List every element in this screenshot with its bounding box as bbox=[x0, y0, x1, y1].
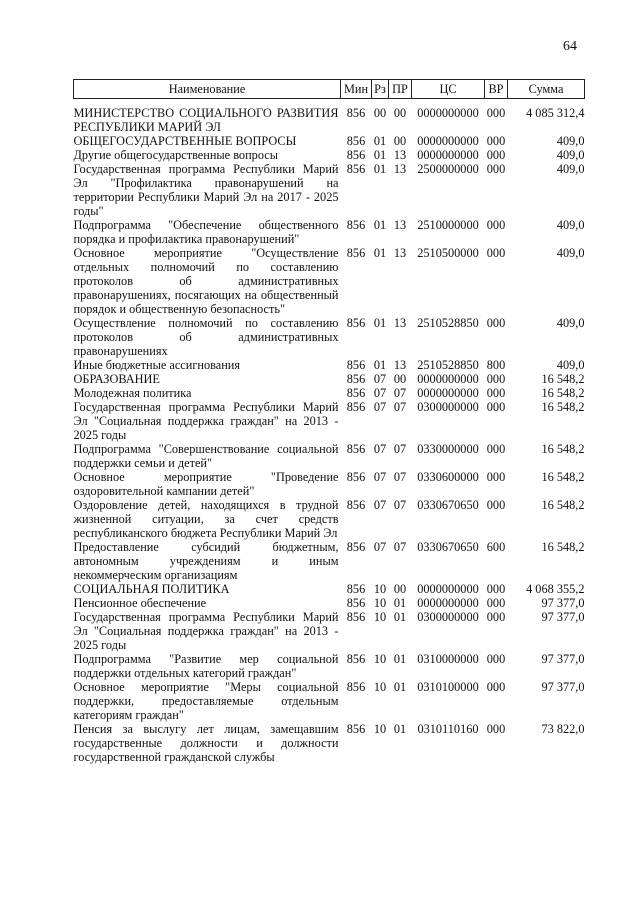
row-rz: 10 bbox=[373, 582, 387, 596]
row-cs: 2510528850 bbox=[417, 358, 479, 372]
row-name: Основное мероприятие "Меры социальной поддержки, предоставляемые отдельным категориям граждан" bbox=[73, 680, 339, 722]
table-header bbox=[74, 80, 585, 99]
row-sum: 409,0 bbox=[556, 246, 585, 260]
row-sum: 409,0 bbox=[556, 162, 585, 176]
row-vr: 000 bbox=[486, 162, 506, 176]
row-rz: 10 bbox=[373, 680, 387, 694]
row-vr: 000 bbox=[486, 442, 506, 456]
table-row bbox=[74, 372, 585, 386]
column-header-rz: Рз bbox=[372, 80, 389, 99]
column-header-vr: ВР bbox=[485, 80, 508, 99]
row-vr: 800 bbox=[486, 358, 506, 372]
column-header-min: Мин bbox=[341, 80, 372, 99]
column-header-pr: ПР bbox=[389, 80, 412, 99]
row-min: 856 bbox=[346, 442, 366, 456]
row-cs: 0310000000 bbox=[417, 652, 479, 666]
row-sum: 97 377,0 bbox=[541, 610, 585, 624]
row-vr: 000 bbox=[486, 372, 506, 386]
table-row bbox=[74, 470, 585, 498]
row-name: Осуществление полномочий по составлению протоколов об административных правонарушениях bbox=[73, 316, 339, 358]
row-rz: 07 bbox=[373, 400, 387, 414]
row-rz: 10 bbox=[373, 722, 387, 736]
row-pr: 13 bbox=[393, 218, 407, 232]
row-name: ОБРАЗОВАНИЕ bbox=[73, 372, 160, 386]
row-name: МИНИСТЕРСТВО СОЦИАЛЬНОГО РАЗВИТИЯ РЕСПУБЛИКИ МАРИЙ ЭЛ bbox=[73, 106, 339, 134]
row-sum: 16 548,2 bbox=[541, 540, 585, 554]
table-row bbox=[74, 218, 585, 246]
table-row bbox=[74, 442, 585, 470]
row-name: Молодежная политика bbox=[73, 386, 192, 400]
row-name: Основное мероприятие "Осуществление отдельных полномочий по составлению протоколов об административных правонарушениях, посягающих на общественный порядок и общественную безопасность" bbox=[73, 246, 339, 316]
row-name: Другие общегосударственные вопросы bbox=[73, 148, 278, 162]
row-sum: 4 085 312,4 bbox=[526, 106, 585, 120]
row-pr: 00 bbox=[393, 106, 407, 120]
row-pr: 01 bbox=[393, 610, 407, 624]
row-cs: 2510528850 bbox=[417, 316, 479, 330]
page-number: 64 bbox=[563, 39, 577, 54]
row-sum: 16 548,2 bbox=[541, 470, 585, 484]
row-name: Подпрограмма "Обеспечение общественного порядка и профилактика правонарушений" bbox=[73, 218, 339, 246]
row-cs: 0300000000 bbox=[417, 610, 479, 624]
row-pr: 01 bbox=[393, 722, 407, 736]
row-cs: 0300000000 bbox=[417, 400, 479, 414]
row-pr: 01 bbox=[393, 680, 407, 694]
row-min: 856 bbox=[346, 610, 366, 624]
row-min: 856 bbox=[346, 106, 366, 120]
row-sum: 16 548,2 bbox=[541, 400, 585, 414]
row-name: Государственная программа Республики Марий Эл "Социальная поддержка граждан" на 2013 - 2025 годы bbox=[73, 610, 339, 652]
table-row bbox=[74, 722, 585, 764]
row-cs: 2500000000 bbox=[417, 162, 479, 176]
row-min: 856 bbox=[346, 358, 366, 372]
table-row bbox=[74, 400, 585, 442]
row-rz: 07 bbox=[373, 386, 387, 400]
budget-table bbox=[73, 79, 585, 764]
row-cs: 0330670650 bbox=[417, 540, 479, 554]
table-row bbox=[74, 134, 585, 148]
row-name: СОЦИАЛЬНАЯ ПОЛИТИКА bbox=[73, 582, 230, 596]
row-min: 856 bbox=[346, 134, 366, 148]
table-row bbox=[74, 99, 585, 135]
row-name: Пенсия за выслугу лет лицам, замещавшим государственные должности и должности государственной гражданской службы bbox=[73, 722, 339, 764]
table-row bbox=[74, 680, 585, 722]
row-cs: 0330600000 bbox=[417, 470, 479, 484]
row-vr: 000 bbox=[486, 400, 506, 414]
row-sum: 409,0 bbox=[556, 148, 585, 162]
row-rz: 01 bbox=[373, 218, 387, 232]
row-min: 856 bbox=[346, 316, 366, 330]
row-vr: 000 bbox=[486, 680, 506, 694]
row-cs: 0330000000 bbox=[417, 442, 479, 456]
row-sum: 4 068 355,2 bbox=[526, 582, 585, 596]
row-sum: 16 548,2 bbox=[541, 498, 585, 512]
row-min: 856 bbox=[346, 582, 366, 596]
row-vr: 000 bbox=[486, 106, 506, 120]
table-row bbox=[74, 540, 585, 582]
row-pr: 07 bbox=[393, 498, 407, 512]
row-sum: 97 377,0 bbox=[541, 596, 585, 610]
row-pr: 00 bbox=[393, 582, 407, 596]
row-vr: 000 bbox=[486, 148, 506, 162]
row-min: 856 bbox=[346, 722, 366, 736]
row-pr: 07 bbox=[393, 386, 407, 400]
row-pr: 13 bbox=[393, 358, 407, 372]
row-sum: 409,0 bbox=[556, 134, 585, 148]
row-pr: 13 bbox=[393, 316, 407, 330]
row-rz: 07 bbox=[373, 470, 387, 484]
row-vr: 000 bbox=[486, 316, 506, 330]
row-sum: 73 822,0 bbox=[541, 722, 585, 736]
row-pr: 00 bbox=[393, 134, 407, 148]
row-cs: 0000000000 bbox=[417, 372, 479, 386]
row-sum: 97 377,0 bbox=[541, 652, 585, 666]
row-cs: 0310100000 bbox=[417, 680, 479, 694]
row-vr: 000 bbox=[486, 596, 506, 610]
row-min: 856 bbox=[346, 400, 366, 414]
row-sum: 16 548,2 bbox=[541, 372, 585, 386]
row-vr: 000 bbox=[486, 652, 506, 666]
table-row bbox=[74, 162, 585, 218]
row-pr: 07 bbox=[393, 400, 407, 414]
row-cs: 0000000000 bbox=[417, 134, 479, 148]
row-rz: 01 bbox=[373, 162, 387, 176]
row-pr: 01 bbox=[393, 652, 407, 666]
row-pr: 07 bbox=[393, 540, 407, 554]
row-name: ОБЩЕГОСУДАРСТВЕННЫЕ ВОПРОСЫ bbox=[73, 134, 297, 148]
row-rz: 07 bbox=[373, 498, 387, 512]
row-vr: 000 bbox=[486, 218, 506, 232]
row-rz: 07 bbox=[373, 442, 387, 456]
row-sum: 16 548,2 bbox=[541, 386, 585, 400]
row-vr: 600 bbox=[486, 540, 506, 554]
row-sum: 409,0 bbox=[556, 316, 585, 330]
row-vr: 000 bbox=[486, 722, 506, 736]
row-cs: 0310110160 bbox=[417, 722, 479, 736]
row-rz: 01 bbox=[373, 316, 387, 330]
row-name: Государственная программа Республики Марий Эл "Социальная поддержка граждан" на 2013 - 2025 годы bbox=[73, 400, 339, 442]
row-rz: 07 bbox=[373, 540, 387, 554]
row-pr: 01 bbox=[393, 596, 407, 610]
row-vr: 000 bbox=[486, 582, 506, 596]
row-vr: 000 bbox=[486, 610, 506, 624]
row-pr: 13 bbox=[393, 148, 407, 162]
row-min: 856 bbox=[346, 386, 366, 400]
table-row bbox=[74, 246, 585, 316]
row-cs: 0000000000 bbox=[417, 596, 479, 610]
row-vr: 000 bbox=[486, 134, 506, 148]
row-cs: 0000000000 bbox=[417, 148, 479, 162]
row-vr: 000 bbox=[486, 246, 506, 260]
row-name: Предоставление субсидий бюджетным, автономным учреждениям и иным некоммерческим организациям bbox=[73, 540, 339, 582]
row-rz: 01 bbox=[373, 148, 387, 162]
table-row bbox=[74, 652, 585, 680]
row-cs: 0000000000 bbox=[417, 582, 479, 596]
row-rz: 10 bbox=[373, 596, 387, 610]
row-vr: 000 bbox=[486, 498, 506, 512]
row-cs: 0000000000 bbox=[417, 106, 479, 120]
row-name: Подпрограмма "Совершенствование социальной поддержки семьи и детей" bbox=[73, 442, 339, 470]
table-row bbox=[74, 316, 585, 358]
row-min: 856 bbox=[346, 652, 366, 666]
row-cs: 2510000000 bbox=[417, 218, 479, 232]
row-vr: 000 bbox=[486, 386, 506, 400]
table-row bbox=[74, 610, 585, 652]
table-row bbox=[74, 582, 585, 596]
row-min: 856 bbox=[346, 218, 366, 232]
row-min: 856 bbox=[346, 246, 366, 260]
row-min: 856 bbox=[346, 148, 366, 162]
row-pr: 07 bbox=[393, 442, 407, 456]
row-vr: 000 bbox=[486, 470, 506, 484]
row-min: 856 bbox=[346, 470, 366, 484]
row-rz: 10 bbox=[373, 652, 387, 666]
table-row bbox=[74, 358, 585, 372]
row-pr: 13 bbox=[393, 162, 407, 176]
row-sum: 16 548,2 bbox=[541, 442, 585, 456]
row-cs: 0330670650 bbox=[417, 498, 479, 512]
row-min: 856 bbox=[346, 372, 366, 386]
row-min: 856 bbox=[346, 540, 366, 554]
row-rz: 01 bbox=[373, 358, 387, 372]
row-name: Подпрограмма "Развитие мер социальной поддержки отдельных категорий граждан" bbox=[73, 652, 339, 680]
table-row bbox=[74, 596, 585, 610]
table-row bbox=[74, 498, 585, 540]
row-rz: 00 bbox=[373, 106, 387, 120]
table-body bbox=[74, 99, 585, 765]
row-name: Пенсионное обеспечение bbox=[73, 596, 207, 610]
column-header-sum: Сумма bbox=[508, 80, 585, 99]
row-min: 856 bbox=[346, 680, 366, 694]
row-sum: 409,0 bbox=[556, 218, 585, 232]
row-sum: 97 377,0 bbox=[541, 680, 585, 694]
row-rz: 07 bbox=[373, 372, 387, 386]
table-row bbox=[74, 386, 585, 400]
row-min: 856 bbox=[346, 596, 366, 610]
row-pr: 00 bbox=[393, 372, 407, 386]
column-header-name: Наименование bbox=[74, 80, 341, 99]
row-pr: 07 bbox=[393, 470, 407, 484]
row-rz: 01 bbox=[373, 246, 387, 260]
row-min: 856 bbox=[346, 498, 366, 512]
row-name: Оздоровление детей, находящихся в трудной жизненной ситуации, за счет средств республиканского бюджета Республики Марий Эл bbox=[73, 498, 339, 540]
row-rz: 10 bbox=[373, 610, 387, 624]
row-cs: 2510500000 bbox=[417, 246, 479, 260]
column-header-cs: ЦС bbox=[412, 80, 485, 99]
row-cs: 0000000000 bbox=[417, 386, 479, 400]
row-min: 856 bbox=[346, 162, 366, 176]
row-name: Государственная программа Республики Марий Эл "Профилактика правонарушений на территории Республики Марий Эл на 2017 - 2025 годы" bbox=[73, 162, 339, 218]
row-name: Иные бюджетные ассигнования bbox=[73, 358, 241, 372]
row-sum: 409,0 bbox=[556, 358, 585, 372]
row-rz: 01 bbox=[373, 134, 387, 148]
table-row bbox=[74, 148, 585, 162]
row-pr: 13 bbox=[393, 246, 407, 260]
row-name: Основное мероприятие "Проведение оздоровительной кампании детей" bbox=[73, 470, 339, 498]
